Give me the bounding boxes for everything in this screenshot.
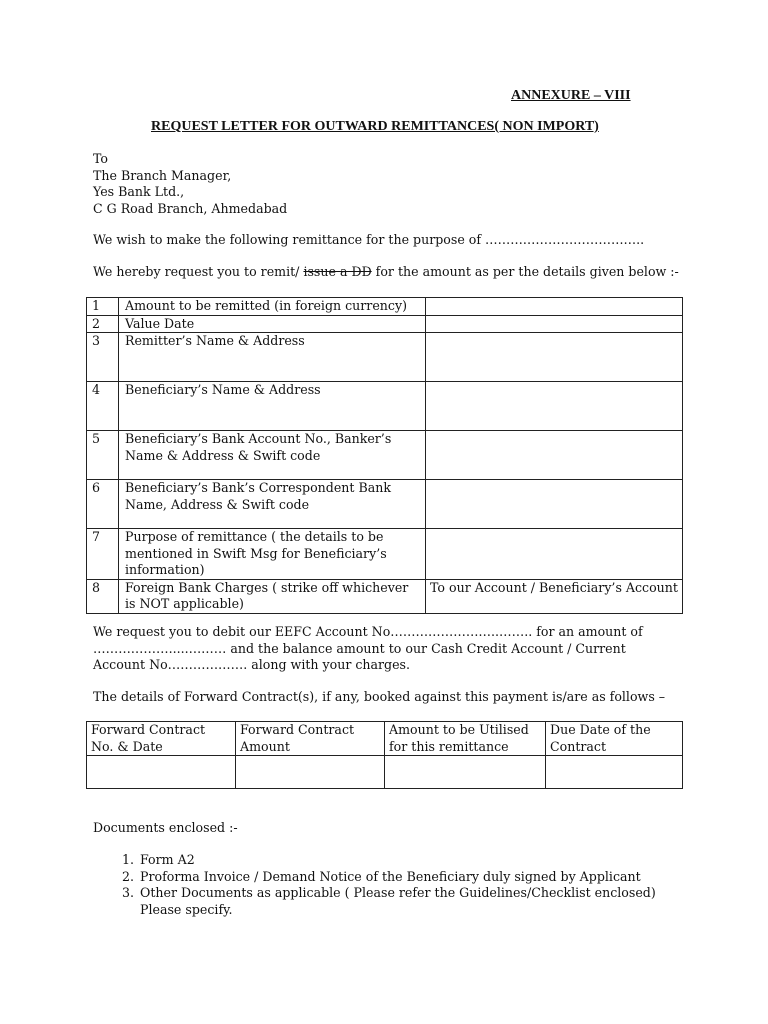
row-value[interactable] xyxy=(426,315,683,333)
row-number: 2 xyxy=(87,315,119,333)
struck-text: issue a DD xyxy=(303,264,372,279)
row-number: 3 xyxy=(87,333,119,382)
table-row xyxy=(87,382,683,431)
column-header: Due Date of the Contract xyxy=(546,722,683,756)
table-cell[interactable] xyxy=(546,756,683,789)
table-row xyxy=(87,579,683,613)
row-number: 4 xyxy=(87,382,119,431)
table-row xyxy=(87,480,683,529)
address-line: The Branch Manager, xyxy=(93,167,232,183)
column-header: Forward Contract No. & Date xyxy=(87,722,236,756)
table-row xyxy=(87,333,683,382)
row-label: Beneficiary’s Bank’s Correspondent Bank Name, Address & Swift code xyxy=(119,480,426,529)
address-line: C G Road Branch, Ahmedabad xyxy=(93,200,288,216)
row-label: Remitter’s Name & Address xyxy=(119,333,426,382)
row-label: Amount to be remitted (in foreign currency) xyxy=(119,298,426,316)
row-number: 6 xyxy=(87,480,119,529)
debit-paragraph: We request you to debit our EEFC Account No……………………..…….. for an amount of ……………….....……… and the balance amount to our Cash Credit Account / Current Account No………………. along with your charges. xyxy=(93,624,643,672)
row-value[interactable] xyxy=(426,480,683,529)
forward-contract-table xyxy=(86,721,683,789)
list-item: 1. Form A2 xyxy=(138,852,698,869)
address-line: Yes Bank Ltd., xyxy=(93,184,185,199)
purpose-line: We wish to make the following remittance for the purpose of ……………………………….. xyxy=(93,232,645,247)
annexure-label: ANNEXURE – VIII xyxy=(511,88,631,103)
forward-contract-line: The details of Forward Contract(s), if any, booked against this payment is/are as follows – xyxy=(93,689,666,704)
table-row xyxy=(87,529,683,580)
table-cell[interactable] xyxy=(236,756,385,789)
table-row xyxy=(87,756,683,789)
table-cell[interactable] xyxy=(87,756,236,789)
row-label: Value Date xyxy=(119,315,426,333)
documents-list xyxy=(114,852,698,918)
row-number: 5 xyxy=(87,431,119,480)
row-value[interactable] xyxy=(426,529,683,580)
row-number: 1 xyxy=(87,298,119,316)
documents-label: Documents enclosed :- xyxy=(93,820,238,835)
column-header: Amount to be Utilised for this remittance xyxy=(385,722,546,756)
row-label: Beneficiary’s Bank Account No., Banker’s Name & Address & Swift code xyxy=(119,431,426,480)
row-number: 8 xyxy=(87,579,119,613)
list-item: 3. Other Documents as applicable ( Please refer the Guidelines/Checklist enclosed) Please specify. xyxy=(138,885,698,918)
request-text: We hereby request you to remit/ xyxy=(93,264,304,279)
remittance-details-table xyxy=(86,297,683,614)
address-line: To xyxy=(93,151,109,166)
table-header-row xyxy=(87,722,683,756)
row-label: Foreign Bank Charges ( strike off whichever is NOT applicable) xyxy=(119,579,426,613)
page-title: REQUEST LETTER FOR OUTWARD REMITTANCES( NON IMPORT) xyxy=(151,119,599,134)
column-header: Forward Contract Amount xyxy=(236,722,385,756)
request-line xyxy=(93,264,679,281)
row-value[interactable] xyxy=(426,333,683,382)
row-number: 7 xyxy=(87,529,119,580)
table-row xyxy=(87,298,683,316)
table-cell[interactable] xyxy=(385,756,546,789)
table-row xyxy=(87,315,683,333)
row-value[interactable]: To our Account / Beneficiary’s Account xyxy=(426,579,683,613)
row-label: Purpose of remittance ( the details to be mentioned in Swift Msg for Beneficiary’s information) xyxy=(119,529,426,580)
row-value[interactable] xyxy=(426,382,683,431)
request-text: for the amount as per the details given below :- xyxy=(371,264,679,279)
table-row xyxy=(87,431,683,480)
row-value[interactable] xyxy=(426,431,683,480)
recipient-address xyxy=(93,151,287,217)
row-label: Beneficiary’s Name & Address xyxy=(119,382,426,431)
list-item: 2. Proforma Invoice / Demand Notice of the Beneficiary duly signed by Applicant xyxy=(138,869,698,886)
row-value[interactable] xyxy=(426,298,683,316)
